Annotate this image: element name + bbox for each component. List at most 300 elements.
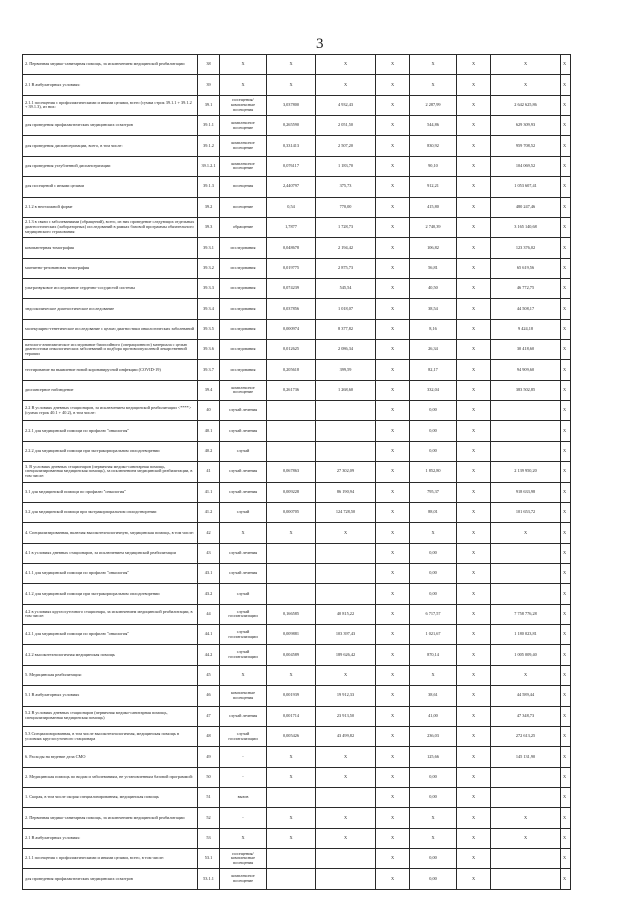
unit-cell: исследования xyxy=(220,340,267,360)
cost-norm-cell: 103 397,43 xyxy=(316,625,376,645)
per-capita-oms-cell: 332,04 xyxy=(410,380,457,400)
table-row xyxy=(23,380,571,400)
per-capita-budget-cell: X xyxy=(376,319,410,339)
cost-norm-cell: 1 018,07 xyxy=(316,299,376,319)
total-oms-cell: 918 633,98 xyxy=(491,482,561,502)
table-row xyxy=(23,808,571,828)
unit-cell: комплексное посещение xyxy=(220,380,267,400)
share-cell: X xyxy=(561,136,571,156)
unit-cell: посещение xyxy=(220,197,267,217)
total-budget-cell: X xyxy=(457,217,491,237)
per-capita-budget-cell: X xyxy=(376,156,410,176)
per-capita-budget-cell: X xyxy=(376,421,410,441)
unit-cell: случай госпитализации xyxy=(220,726,267,746)
table-row xyxy=(23,238,571,258)
total-budget-cell: X xyxy=(457,604,491,624)
per-capita-oms-cell: 88,01 xyxy=(410,502,457,522)
total-budget-cell: X xyxy=(457,747,491,767)
total-oms-cell: X xyxy=(491,75,561,95)
unit-cell: - xyxy=(220,747,267,767)
share-cell: X xyxy=(561,116,571,136)
cost-norm-cell: X xyxy=(316,55,376,75)
row-code-cell: 52 xyxy=(198,808,220,828)
cost-norm-cell: 375,73 xyxy=(316,177,376,197)
unit-cell: комплексное посещение xyxy=(220,136,267,156)
row-code-cell: 45 xyxy=(198,665,220,685)
total-oms-cell: 44 508,17 xyxy=(491,299,561,319)
row-name-cell: 5.3 Специализированная, в том числе высокотехнологичная, медицинская помощь в условиях круглосуточного стационара xyxy=(23,726,198,746)
volume-norm-cell: 0,048678 xyxy=(267,238,316,258)
unit-cell: случай госпитализации xyxy=(220,625,267,645)
per-capita-budget-cell: X xyxy=(376,462,410,482)
per-capita-budget-cell: X xyxy=(376,665,410,685)
row-code-cell: 39.3.6 xyxy=(198,340,220,360)
per-capita-budget-cell: X xyxy=(376,482,410,502)
per-capita-budget-cell: X xyxy=(376,604,410,624)
total-oms-cell: 1 180 023,81 xyxy=(491,625,561,645)
per-capita-oms-cell: 6 717,57 xyxy=(410,604,457,624)
row-name-cell: 2.1 В амбулаторных условиях: xyxy=(23,75,198,95)
total-budget-cell: X xyxy=(457,665,491,685)
row-name-cell: 2.1.2 в неотложной форме xyxy=(23,197,198,217)
per-capita-oms-cell: X xyxy=(410,55,457,75)
row-name-cell: молекулярно-генетическое исследование с целью диагностики онкологических заболеваний xyxy=(23,319,198,339)
total-oms-cell xyxy=(491,563,561,583)
per-capita-oms-cell: 1 021,67 xyxy=(410,625,457,645)
unit-cell: случай лечения xyxy=(220,706,267,726)
row-name-cell: 4. Специализированная, включая высокотехнологичную, медицинская помощь, в том числе: xyxy=(23,523,198,543)
total-budget-cell: X xyxy=(457,828,491,848)
cost-norm-cell: X xyxy=(316,828,376,848)
per-capita-budget-cell: X xyxy=(376,767,410,787)
total-oms-cell: 65 619,56 xyxy=(491,258,561,278)
total-oms-cell: 46 772,75 xyxy=(491,278,561,298)
table-row xyxy=(23,625,571,645)
total-budget-cell: X xyxy=(457,563,491,583)
total-oms-cell: 3 165 140,68 xyxy=(491,217,561,237)
unit-cell: X xyxy=(220,828,267,848)
row-code-cell: 53.1.1 xyxy=(198,869,220,889)
cost-norm-cell: X xyxy=(316,808,376,828)
unit-cell: исследования xyxy=(220,258,267,278)
row-code-cell: 39.4 xyxy=(198,380,220,400)
per-capita-oms-cell: X xyxy=(410,808,457,828)
total-budget-cell: X xyxy=(457,238,491,258)
per-capita-budget-cell: X xyxy=(376,299,410,319)
row-code-cell: 40 xyxy=(198,401,220,421)
unit-cell: случай лечения xyxy=(220,482,267,502)
total-oms-cell: 44 589,44 xyxy=(491,686,561,706)
table-row xyxy=(23,319,571,339)
total-oms-cell xyxy=(491,849,561,869)
cost-norm-cell: 40 815,22 xyxy=(316,604,376,624)
per-capita-oms-cell: 125,66 xyxy=(410,747,457,767)
total-budget-cell: X xyxy=(457,543,491,563)
per-capita-budget-cell: X xyxy=(376,217,410,237)
table-row xyxy=(23,197,571,217)
total-oms-cell xyxy=(491,543,561,563)
table-row xyxy=(23,340,571,360)
total-oms-cell xyxy=(491,584,561,604)
total-oms-cell: 959 708,52 xyxy=(491,136,561,156)
per-capita-budget-cell: X xyxy=(376,625,410,645)
cost-norm-cell xyxy=(316,441,376,461)
share-cell: X xyxy=(561,604,571,624)
row-code-cell: 44 xyxy=(198,604,220,624)
per-capita-oms-cell: 82,17 xyxy=(410,360,457,380)
total-oms-cell: 2 139 950,20 xyxy=(491,462,561,482)
volume-norm-cell: 0,001939 xyxy=(267,686,316,706)
per-capita-budget-cell: X xyxy=(376,584,410,604)
row-code-cell: 40.1 xyxy=(198,421,220,441)
table-row xyxy=(23,584,571,604)
unit-cell: посещения xyxy=(220,177,267,197)
total-oms-cell: 123 376,02 xyxy=(491,238,561,258)
total-oms-cell: 1 053 607,41 xyxy=(491,177,561,197)
unit-cell: случай лечения xyxy=(220,421,267,441)
table-row xyxy=(23,665,571,685)
share-cell: X xyxy=(561,421,571,441)
table-row xyxy=(23,421,571,441)
cost-norm-cell: 1 183,70 xyxy=(316,156,376,176)
share-cell: X xyxy=(561,441,571,461)
per-capita-budget-cell: X xyxy=(376,360,410,380)
total-budget-cell: X xyxy=(457,401,491,421)
total-budget-cell: X xyxy=(457,156,491,176)
volume-norm-cell: 0,54 xyxy=(267,197,316,217)
volume-norm-cell: 0,074239 xyxy=(267,278,316,298)
share-cell: X xyxy=(561,808,571,828)
row-name-cell: 2.1 В амбулаторных условиях: xyxy=(23,828,198,848)
unit-cell: случай xyxy=(220,441,267,461)
share-cell: X xyxy=(561,543,571,563)
unit-cell: случай лечения xyxy=(220,401,267,421)
row-code-cell: 39.3.3 xyxy=(198,278,220,298)
share-cell: X xyxy=(561,665,571,685)
share-cell: X xyxy=(561,482,571,502)
share-cell: X xyxy=(561,238,571,258)
per-capita-oms-cell: 41,00 xyxy=(410,706,457,726)
total-budget-cell: X xyxy=(457,177,491,197)
cost-norm-cell: 2 875,73 xyxy=(316,258,376,278)
total-oms-cell: X xyxy=(491,523,561,543)
per-capita-budget-cell: X xyxy=(376,502,410,522)
total-budget-cell: X xyxy=(457,767,491,787)
unit-cell: комплексное посещение xyxy=(220,869,267,889)
cost-norm-cell: 189 626,42 xyxy=(316,645,376,665)
per-capita-budget-cell: X xyxy=(376,278,410,298)
cost-norm-cell xyxy=(316,787,376,807)
row-code-cell: 42 xyxy=(198,523,220,543)
row-name-cell: 6. Расходы на ведение дела СМО xyxy=(23,747,198,767)
table-row xyxy=(23,95,571,115)
cost-norm-cell: X xyxy=(316,523,376,543)
unit-cell: исследования xyxy=(220,299,267,319)
volume-norm-cell: 3,037800 xyxy=(267,95,316,115)
row-code-cell: 47 xyxy=(198,706,220,726)
volume-norm-cell: X xyxy=(267,828,316,848)
table-row xyxy=(23,156,571,176)
share-cell: X xyxy=(561,197,571,217)
volume-norm-cell: 0,265590 xyxy=(267,116,316,136)
total-budget-cell: X xyxy=(457,136,491,156)
row-code-cell: 39.1.3 xyxy=(198,177,220,197)
volume-norm-cell: 0,001714 xyxy=(267,706,316,726)
row-name-cell: 2.2.1 для медицинской помощи по профилю "онкология" xyxy=(23,421,198,441)
table-row xyxy=(23,401,571,421)
per-capita-budget-cell: X xyxy=(376,726,410,746)
volume-norm-cell xyxy=(267,543,316,563)
table-row xyxy=(23,828,571,848)
row-code-cell: 39.3.2 xyxy=(198,258,220,278)
per-capita-budget-cell: X xyxy=(376,747,410,767)
total-oms-cell: 2 642 625,86 xyxy=(491,95,561,115)
table-row xyxy=(23,787,571,807)
cost-norm-cell: X xyxy=(316,665,376,685)
total-oms-cell xyxy=(491,767,561,787)
total-oms-cell: 47 348,73 xyxy=(491,706,561,726)
volume-norm-cell xyxy=(267,584,316,604)
total-budget-cell: X xyxy=(457,726,491,746)
total-budget-cell: X xyxy=(457,502,491,522)
share-cell: X xyxy=(561,787,571,807)
cost-norm-cell: 1 728,73 xyxy=(316,217,376,237)
unit-cell: исследования xyxy=(220,319,267,339)
share-cell: X xyxy=(561,156,571,176)
row-name-cell: 4.2 в условиях круглосуточного стационара, за исключением медицинской реабилитации, в том числе: xyxy=(23,604,198,624)
row-name-cell: компьютерная томография xyxy=(23,238,198,258)
cost-norm-cell: 545,54 xyxy=(316,278,376,298)
volume-norm-cell: 0,009881 xyxy=(267,625,316,645)
per-capita-budget-cell: X xyxy=(376,55,410,75)
row-code-cell: 48 xyxy=(198,726,220,746)
table-row xyxy=(23,706,571,726)
total-oms-cell: 30 418,60 xyxy=(491,340,561,360)
cost-norm-cell: 124 728,50 xyxy=(316,502,376,522)
volume-norm-cell: 0,331413 xyxy=(267,136,316,156)
row-name-cell: 5.2 В условиях дневных стационаров (первичная медико-санитарная помощь, специализированная медицинская помощь) xyxy=(23,706,198,726)
unit-cell: исследования xyxy=(220,360,267,380)
total-oms-cell xyxy=(491,441,561,461)
volume-norm-cell: 0,000705 xyxy=(267,502,316,522)
per-capita-oms-cell: 912,21 xyxy=(410,177,457,197)
total-budget-cell: X xyxy=(457,808,491,828)
per-capita-oms-cell: 544,86 xyxy=(410,116,457,136)
per-capita-oms-cell: 38,61 xyxy=(410,686,457,706)
row-name-cell: для проведения диспансеризации, всего, в том числе: xyxy=(23,136,198,156)
row-name-cell: 2. Первичная медико-санитарная помощь, за исключением медицинской реабилитации xyxy=(23,808,198,828)
row-name-cell: 2.1.1 посещения с профилактическими и иными целями, всего (сумма строк 39.1.1 + 39.1.2 + 39.1.3), из них: xyxy=(23,95,198,115)
row-name-cell: 2.1.1 посещения с профилактическими и иными целями, всего, в том числе: xyxy=(23,849,198,869)
unit-cell: случай лечения xyxy=(220,563,267,583)
volume-norm-cell: X xyxy=(267,767,316,787)
per-capita-oms-cell: 106,82 xyxy=(410,238,457,258)
volume-norm-cell: 1,7877 xyxy=(267,217,316,237)
per-capita-budget-cell: X xyxy=(376,401,410,421)
per-capita-oms-cell: 0,00 xyxy=(410,421,457,441)
row-code-cell: 39.1.2 xyxy=(198,136,220,156)
share-cell: X xyxy=(561,767,571,787)
per-capita-oms-cell: 2 287,99 xyxy=(410,95,457,115)
per-capita-oms-cell: 0,00 xyxy=(410,563,457,583)
row-name-cell: тестирование на выявление новой коронавирусной инфекции (COVID-19) xyxy=(23,360,198,380)
total-budget-cell: X xyxy=(457,686,491,706)
row-code-cell: 41.1 xyxy=(198,482,220,502)
volume-norm-cell: 0,166585 xyxy=(267,604,316,624)
row-name-cell: для проведения профилактических медицинских осмотров xyxy=(23,869,198,889)
row-code-cell: 39.1 xyxy=(198,95,220,115)
total-oms-cell: 383 502,85 xyxy=(491,380,561,400)
table-row xyxy=(23,55,571,75)
volume-norm-cell xyxy=(267,849,316,869)
tariff-table xyxy=(22,54,571,890)
row-code-cell: 39.3.4 xyxy=(198,299,220,319)
row-code-cell: 39 xyxy=(198,75,220,95)
share-cell: X xyxy=(561,502,571,522)
total-oms-cell: 101 653,72 xyxy=(491,502,561,522)
row-name-cell: 2. Первичная медико-санитарная помощь, за исключением медицинской реабилитации xyxy=(23,55,198,75)
per-capita-oms-cell: 26,34 xyxy=(410,340,457,360)
row-name-cell: 2.1.3 в связи с заболеваниями (обращений), всего, из них проведение следующих отдельных диагностических (лабораторных) исследований в рамках базовой программы обязательного медицинского страхования: xyxy=(23,217,198,237)
total-oms-cell xyxy=(491,869,561,889)
share-cell: X xyxy=(561,625,571,645)
table-row xyxy=(23,747,571,767)
row-code-cell: 39.1.2.1 xyxy=(198,156,220,176)
total-oms-cell: 272 613,25 xyxy=(491,726,561,746)
total-oms-cell: 104 069,52 xyxy=(491,156,561,176)
cost-norm-cell xyxy=(316,563,376,583)
row-name-cell: для посещений с иными целями xyxy=(23,177,198,197)
total-budget-cell: X xyxy=(457,258,491,278)
per-capita-oms-cell: 90,10 xyxy=(410,156,457,176)
per-capita-budget-cell: X xyxy=(376,706,410,726)
total-oms-cell: 480 247,46 xyxy=(491,197,561,217)
row-code-cell: 50 xyxy=(198,767,220,787)
total-budget-cell: X xyxy=(457,278,491,298)
row-code-cell: 39.3.7 xyxy=(198,360,220,380)
share-cell: X xyxy=(561,278,571,298)
volume-norm-cell: 0,012625 xyxy=(267,340,316,360)
total-budget-cell: X xyxy=(457,706,491,726)
table-row xyxy=(23,217,571,237)
total-budget-cell: X xyxy=(457,523,491,543)
per-capita-budget-cell: X xyxy=(376,523,410,543)
table-row xyxy=(23,116,571,136)
volume-norm-cell xyxy=(267,441,316,461)
row-name-cell: 2. Медицинская помощь по видам и заболеваниям, не установленным базовой программой: xyxy=(23,767,198,787)
share-cell: X xyxy=(561,706,571,726)
row-name-cell: 5.1 В амбулаторных условиях xyxy=(23,686,198,706)
per-capita-oms-cell: 0,00 xyxy=(410,767,457,787)
per-capita-budget-cell: X xyxy=(376,543,410,563)
row-name-cell: 3.2 для медицинской помощи при экстракорпоральном оплодотворении xyxy=(23,502,198,522)
cost-norm-cell xyxy=(316,543,376,563)
row-code-cell: 46 xyxy=(198,686,220,706)
row-code-cell: 53.1 xyxy=(198,849,220,869)
unit-cell: комплексное посещение xyxy=(220,156,267,176)
total-oms-cell xyxy=(491,787,561,807)
per-capita-budget-cell: X xyxy=(376,441,410,461)
table-row xyxy=(23,686,571,706)
cost-norm-cell: 43 499,82 xyxy=(316,726,376,746)
row-code-cell: 40.2 xyxy=(198,441,220,461)
share-cell: X xyxy=(561,75,571,95)
unit-cell: вызов xyxy=(220,787,267,807)
row-code-cell: 41 xyxy=(198,462,220,482)
table-row xyxy=(23,136,571,156)
table-row xyxy=(23,177,571,197)
per-capita-oms-cell: X xyxy=(410,523,457,543)
row-name-cell: 4.2.1 для медицинской помощи по профилю "онкология" xyxy=(23,625,198,645)
unit-cell: исследования xyxy=(220,278,267,298)
per-capita-oms-cell: X xyxy=(410,828,457,848)
volume-norm-cell: 0,261736 xyxy=(267,380,316,400)
table-row xyxy=(23,360,571,380)
cost-norm-cell xyxy=(316,584,376,604)
volume-norm-cell: 0,067863 xyxy=(267,462,316,482)
per-capita-budget-cell: X xyxy=(376,238,410,258)
cost-norm-cell: 1 268,60 xyxy=(316,380,376,400)
cost-norm-cell xyxy=(316,849,376,869)
unit-cell: X xyxy=(220,55,267,75)
table-row xyxy=(23,482,571,502)
share-cell: X xyxy=(561,726,571,746)
total-oms-cell: 1 005 009,40 xyxy=(491,645,561,665)
per-capita-oms-cell: 0,00 xyxy=(410,401,457,421)
table-row xyxy=(23,645,571,665)
per-capita-oms-cell: X xyxy=(410,75,457,95)
volume-norm-cell: X xyxy=(267,55,316,75)
total-budget-cell: X xyxy=(457,55,491,75)
table-row xyxy=(23,441,571,461)
share-cell: X xyxy=(561,340,571,360)
per-capita-budget-cell: X xyxy=(376,340,410,360)
per-capita-oms-cell: 236,03 xyxy=(410,726,457,746)
table-row xyxy=(23,726,571,746)
total-budget-cell: X xyxy=(457,380,491,400)
table-row xyxy=(23,604,571,624)
table-row xyxy=(23,523,571,543)
table-body xyxy=(23,55,571,890)
table-row xyxy=(23,299,571,319)
per-capita-oms-cell: 8,16 xyxy=(410,319,457,339)
per-capita-budget-cell: X xyxy=(376,849,410,869)
unit-cell: X xyxy=(220,523,267,543)
unit-cell: случай xyxy=(220,584,267,604)
row-name-cell: эндоскопическое диагностическое исследование xyxy=(23,299,198,319)
row-name-cell: для проведения профилактических медицинских осмотров xyxy=(23,116,198,136)
unit-cell: случай лечения xyxy=(220,543,267,563)
total-oms-cell: 145 131,90 xyxy=(491,747,561,767)
per-capita-budget-cell: X xyxy=(376,136,410,156)
row-name-cell: 4.1 в условиях дневных стационаров, за исключением медицинской реабилитации xyxy=(23,543,198,563)
per-capita-oms-cell: 0,00 xyxy=(410,441,457,461)
cost-norm-cell: X xyxy=(316,767,376,787)
share-cell: X xyxy=(561,401,571,421)
cost-norm-cell: 2 507,20 xyxy=(316,136,376,156)
cost-norm-cell: 86 190,94 xyxy=(316,482,376,502)
share-cell: X xyxy=(561,177,571,197)
share-cell: X xyxy=(561,645,571,665)
per-capita-budget-cell: X xyxy=(376,828,410,848)
share-cell: X xyxy=(561,828,571,848)
share-cell: X xyxy=(561,747,571,767)
total-budget-cell: X xyxy=(457,482,491,502)
per-capita-oms-cell: 795,37 xyxy=(410,482,457,502)
row-name-cell: для проведения углубленной диспансеризации xyxy=(23,156,198,176)
volume-norm-cell: X xyxy=(267,75,316,95)
volume-norm-cell: X xyxy=(267,523,316,543)
